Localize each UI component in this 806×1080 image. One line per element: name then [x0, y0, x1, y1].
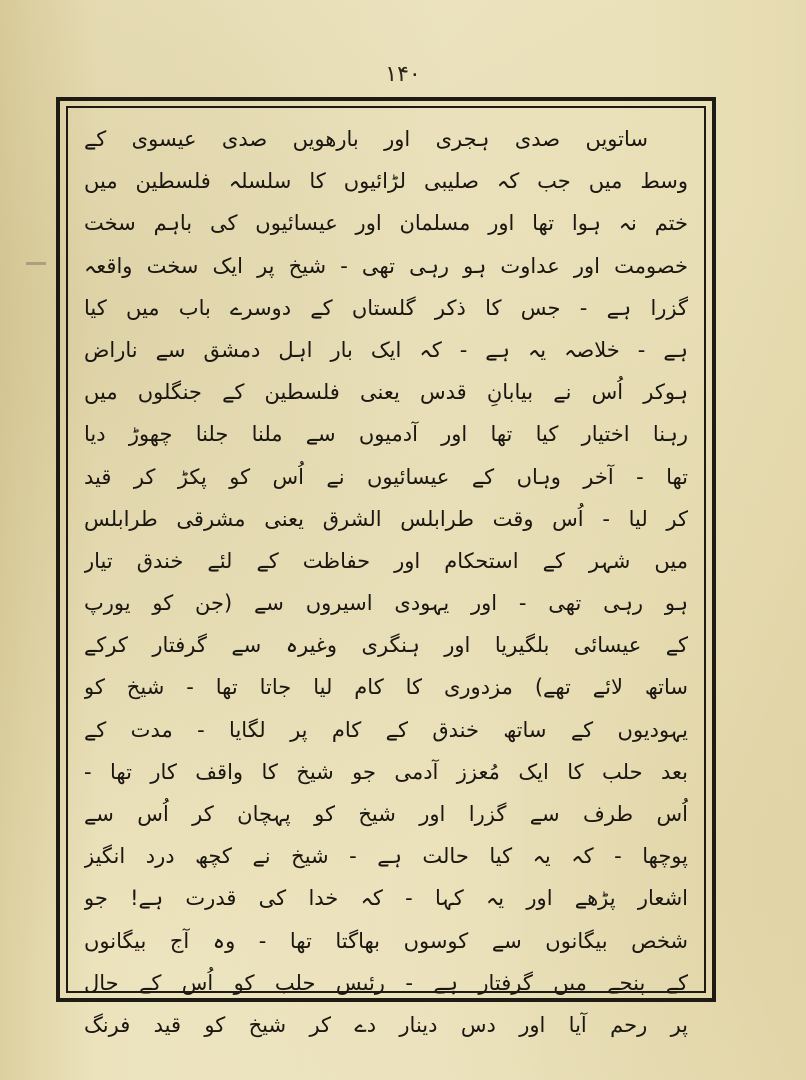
text-line: تھا - آخر وہاں کے عیسائیوں نے اُس کو پکڑ کر قید — [84, 464, 688, 489]
text-line: خصومت اور عداوت ہو رہی تھی - شیخ پر ایک سخت واقعہ — [84, 253, 688, 278]
body-text — [84, 118, 688, 1037]
text-line: بعد حلب کا ایک مُعزز آدمی جو شیخ کا واقف کار تھا - — [84, 759, 688, 784]
text-line: ختم نہ ہوا تھا اور مسلمان اور عیسائیوں کی باہم سخت — [84, 211, 688, 236]
text-line: ہے - خلاصہ یہ ہے - کہ ایک بار اہل دمشق سے ناراض — [84, 337, 688, 362]
text-line: وسط میں جب کہ صلیبی لڑائیوں کا سلسلہ فلسطین میں — [84, 169, 688, 194]
text-line: اُس طرف سے گزرا اور شیخ کو پہچان کر اُس سے — [84, 802, 688, 826]
text-line: میں شہر کے استحکام اور حفاظت کے لئے خندق تیار — [84, 548, 688, 573]
page-number: ۱۴۰ — [385, 62, 421, 87]
text-line: یہودیوں کے ساتھ خندق کے کام پر لگایا - مدت کے — [84, 717, 688, 742]
text-line: کے پنجے میں گرفتار ہے - رئیس حلب کو اُس کے حال — [84, 970, 688, 995]
text-line: پر رحم آیا اور دس دینار دے کر شیخ کو قید فرنگ — [84, 1012, 688, 1037]
text-line: کر لیا - اُس وقت طرابلس الشرق یعنی مشرقی طرابلس — [84, 506, 688, 531]
text-line: کے عیسائی بلگیریا اور ہنگری وغیرہ سے گرفتار کرکے — [84, 633, 688, 658]
text-line: ساتھ لائے تھے) مزدوری کا کام لیا جاتا تھا - شیخ کو — [84, 675, 688, 700]
margin-mark — [26, 262, 46, 265]
text-line: رہنا اختیار کیا تھا اور آدمیوں سے ملنا جلنا چھوڑ دیا — [84, 422, 688, 447]
text-line: پوچھا - کہ یہ کیا حالت ہے - شیخ نے کچھ درد انگیز — [84, 844, 688, 869]
text-line: ہو رہی تھی - اور یہودی اسیروں سے (جن کو یورپ — [84, 591, 688, 616]
text-line: ہوکر اُس نے بیابانِ قدس یعنی فلسطین کے جنگلوں میں — [84, 380, 688, 405]
text-line: اشعار پڑھے اور یہ کہا - کہ خدا کی قدرت ہے! جو — [84, 886, 688, 911]
text-line: گزرا ہے - جس کا ذکر گلستاں کے دوسرے باب میں کیا — [84, 295, 688, 320]
text-line: شخص بیگانوں سے کوسوں بھاگتا تھا - وہ آج بیگانوں — [84, 928, 688, 953]
text-line: ساتویں صدی ہجری اور بارھویں صدی عیسوی کے — [84, 127, 648, 151]
